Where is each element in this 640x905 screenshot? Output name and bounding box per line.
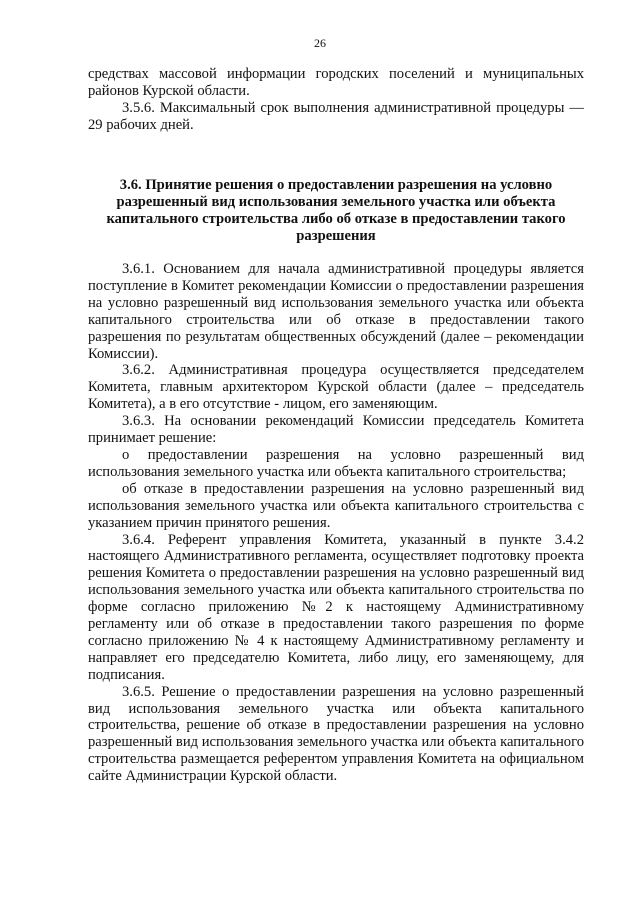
paragraph-3-6-2: 3.6.2. Административная процедура осуществляется председателем Комитета, главным архитектором Курской области (далее – председатель Комитета), а в его отсутствие - лицом, его заменяющим.	[88, 362, 584, 413]
list-item-grant: о предоставлении разрешения на условно разрешенный вид использования земельного участка или объекта капитального строительства;	[88, 446, 584, 480]
paragraph-3-6-4: 3.6.4. Референт управления Комитета, указанный в пункте 3.4.2 настоящего Административного регламента, осуществляет подготовку проекта решения Комитета о предоставлении разрешения на условно разрешенный вид использования земельного участка или объекта капитального строительства по форме согласно приложению №2 к настоящему Административному регламенту или об отказе в предоставлении такого разрешения по форме согласно приложению № 4 к настоящему Административному регламенту и направляет его председателю Комитета, либо лицу, его заменяющему, для подписания.	[88, 531, 584, 683]
list-item-refuse: об отказе в предоставлении разрешения на условно разрешенный вид использования земельного участка или объекта капитального строительства с указанием причин принятого решения.	[88, 480, 584, 531]
paragraph-3-6-3: 3.6.3. На основании рекомендаций Комиссии председатель Комитета принимает решение:	[88, 413, 584, 447]
paragraph-3-6-1: 3.6.1. Основанием для начала административной процедуры является поступление в Комитет рекомендации Комиссии о предоставлении разрешения на условно разрешенный вид использования земельного участка или объекта капитального строительства или об отказе в предоставлении такого разрешения по результатам общественных обсуждений (далее – рекомендации Комиссии).	[88, 261, 584, 362]
paragraph-continued: средствах массовой информации городских поселений и муниципальных районов Курской области.	[88, 66, 584, 99]
section-body	[88, 261, 584, 785]
paragraph-3-5-6: 3.5.6. Максимальный срок выполнения административной процедуры — 29 рабочих дней.	[88, 99, 584, 133]
section-heading: 3.6. Принятие решения о предоставлении разрешения на условно разрешенный вид использования земельного участка или объекта капитального строительства либо об отказе в предоставлении такого разрешения	[106, 177, 566, 244]
paragraph-3-6-5: 3.6.5. Решение о предоставлении разрешения на условно разрешенный вид использования земельного участка или объекта капитального строительства, решение об отказе в предоставлении разрешения на условно разрешенный вид использования земельного участка или объекта капитального строительства размещается референтом управления Комитета на официальном сайте Администрации Курской области.	[88, 683, 584, 785]
page-number: 26	[314, 36, 326, 50]
top-text	[88, 66, 584, 134]
